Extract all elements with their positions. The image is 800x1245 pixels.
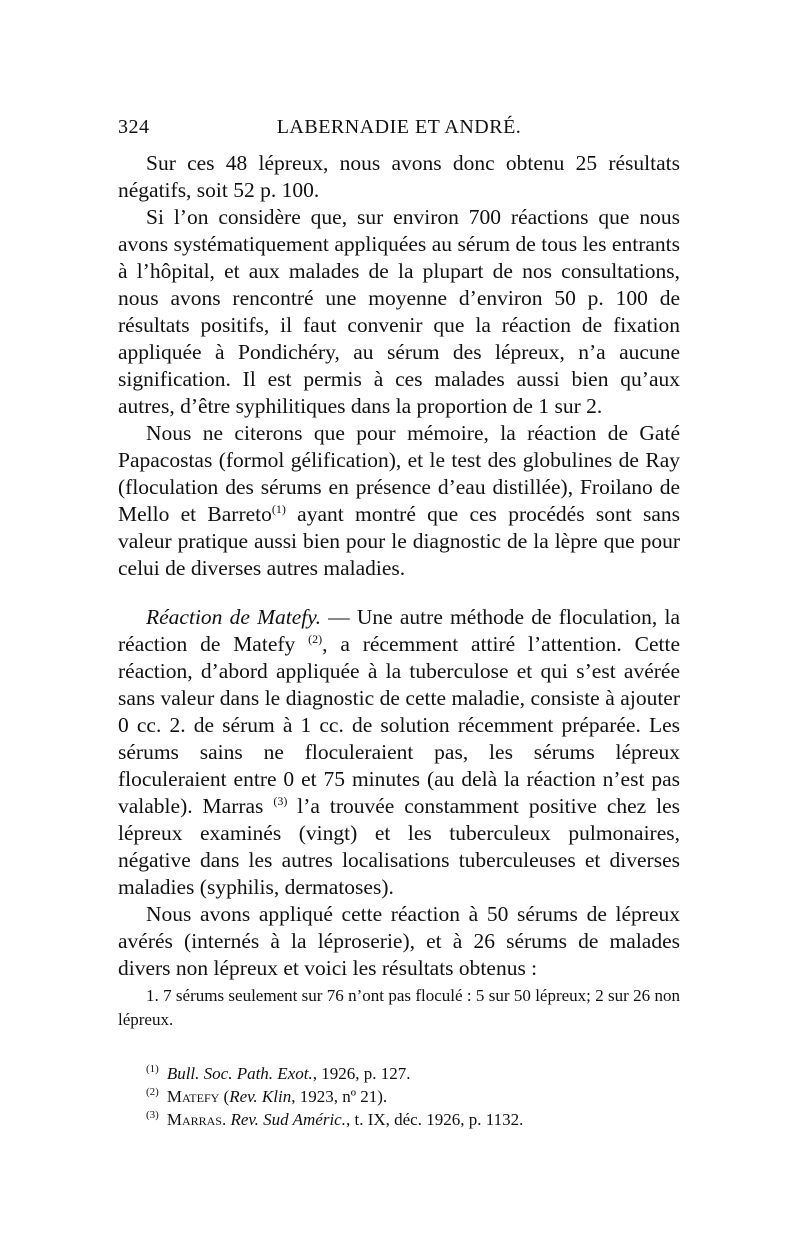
paragraph-text: Nous ne citerons que pour mémoire, la réaction de Gaté Papacostas (formol gélification), et le test des globulines de Ray (floculation des sérums en présence d’eau distillée), Froilano de Mello et Barreto bbox=[118, 421, 680, 526]
reference-author: Marras. bbox=[166, 1110, 227, 1129]
footnote-ref-3: (3) bbox=[273, 793, 288, 808]
reference-mark: (2) bbox=[146, 1086, 159, 1099]
body-text bbox=[118, 150, 680, 982]
reference-source: Bull. Soc. Path. Exot. bbox=[166, 1064, 313, 1083]
references bbox=[146, 1062, 666, 1131]
paragraph: Nous avons appliqué cette réaction à 50 sérums de lépreux avérés (internés à la léproserie), et à 26 sérums de malades divers non lépreux et voici les résultats obtenus : bbox=[118, 902, 680, 980]
footnote-ref-1: (1) bbox=[271, 501, 286, 516]
reference-item: $^{(2)}$ Matefy (Rev. Klin, 1923, nº 21). bbox=[146, 1086, 388, 1106]
footnote-block bbox=[118, 984, 680, 1032]
reference-source: Rev. Klin bbox=[229, 1087, 292, 1106]
page-number: 324 bbox=[118, 116, 150, 138]
reference-item bbox=[146, 1108, 666, 1131]
paragraph-text: , a récemment attiré l’attention. Cette réaction, d’abord appliquée à la tuberculose et qui s’est avérée sans valeur dans le diagnostic de cette maladie, consiste à ajouter 0 cc. 2. de sérum à 1 cc. de solution récemment préparée. Les sérums sains ne floculeraient pas, les sérums lépreux floculeraient entre 0 et 75 minutes (au delà la réaction n’est pas valable). Marras bbox=[118, 632, 680, 818]
paragraph-text: l’a trouvée constamment positive chez les lépreux examinés (vingt) et les tuberculeux pulmonaires, négative dans les autres localisations tuberculeuses et diverses maladies (syphilis, dermatoses). bbox=[118, 794, 680, 899]
section-gap bbox=[118, 582, 680, 604]
running-head: LABERNADIE ET ANDRÉ. bbox=[276, 116, 522, 138]
footnote-text: 1. 7 sérums seulement sur 76 n’ont pas floculé : 5 sur 50 lépreux; 2 sur 26 non lépreux. bbox=[118, 986, 680, 1029]
paragraph: Sur ces 48 lépreux, nous avons donc obtenu 25 résultats négatifs, soit 52 p. 100. bbox=[118, 151, 680, 202]
section-heading: Réaction de Matefy. bbox=[146, 605, 321, 629]
reference-author: Matefy bbox=[166, 1087, 220, 1106]
paragraph bbox=[118, 420, 680, 582]
reference-item bbox=[146, 1062, 666, 1085]
reference-rest: , 1926, p. 127. bbox=[312, 1064, 411, 1083]
reference-source: Rev. Sud Améric. bbox=[230, 1110, 346, 1129]
reference-mark: (1) bbox=[146, 1063, 159, 1076]
paragraph-text: — Une autre méthode de floculation, la réaction de Matefy bbox=[118, 605, 680, 656]
reference-mark: (3) bbox=[146, 1109, 159, 1122]
paragraph bbox=[118, 604, 680, 901]
footnote-ref-2: (2) bbox=[308, 631, 323, 646]
paragraph-text: ayant montré que ces procédés sont sans valeur pratique aussi bien pour le diagnostic de la lèpre que pour celui de diverses autres maladies. bbox=[118, 502, 680, 580]
paragraph: Si l’on considère que, sur environ 700 réactions que nous avons systématiquement appliquées au sérum de tous les entrants à l’hôpital, et aux malades de la plupart de nos consultations, nous avons rencontré une moyenne d’environ 50 p. 100 de résultats positifs, il faut convenir que la réaction de fixation appliquée à Pondichéry, au sérum des lépreux, n’a aucune signification. Il est permis à ces malades aussi bien qu’aux autres, d’être syphilitiques dans la proportion de 1 sur 2. bbox=[118, 205, 680, 418]
reference-rest: , t. IX, déc. 1926, p. 1132. bbox=[345, 1110, 524, 1129]
reference-rest: , 1923, nº 21). bbox=[291, 1087, 388, 1106]
